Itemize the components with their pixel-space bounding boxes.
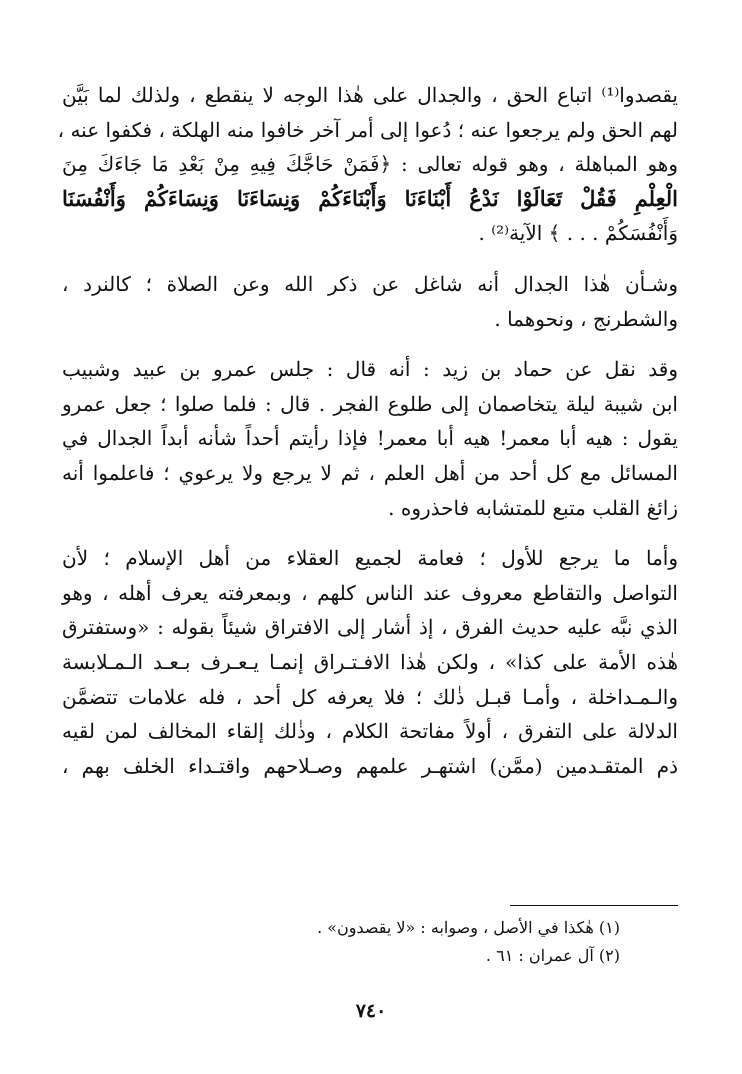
text-line: ابن شيبة ليلة يتخاصمان إلى طلوع الفجر . قال : فلما صلوا ؛ جعل عمرو [62,391,678,416]
text-line: والـمـداخلة ، وأمـا قبـل ذٰلك ؛ فلا يعرفه كل أحد ، فله علامات تتضمَّن [62,684,678,709]
text-line: ذم المتقـدمين (ممَّن) اشتهـر علمهم وصـلاحهم واقتـداء الخلف بهم ، [62,753,678,778]
text-line: الدلالة على التفرق ، أولاً مفاتحة الكلام ، وذٰلك إلقاء المخالف لمن لقيه [62,719,678,744]
text-line: وَأَنْفُسَكُمْ . . . ﴾ الآية⁽²⁾ . [478,221,678,246]
footnote-1: (١) هٰكذا في الأصل ، وصوابه : «لا يقصدون» . [317,918,620,937]
paragraph-3 [62,352,678,525]
text-line: زائغ القلب متبع للمتشابه فاحذروه . [388,495,678,520]
paragraph-2 [62,267,678,336]
text-line: لهم الحق ولم يرجعوا عنه ؛ دُعوا إلى أمر آخر خافوا منه الهلكة ، فكفوا عنه ، [57,117,678,142]
page-number: ٧٤٠ [355,1000,387,1022]
text-line: يقصدوا⁽¹⁾ اتباع الحق ، والجدال على هٰذا الوجه لا ينقطع ، ولذلك لما بَيَّن [62,83,678,107]
body-text [57,78,678,783]
text-line: المسائل مع كل أحد من أهل العلم ، ثم لا يرجع ولا يرعوي ؛ فاعلموا أنه [62,460,678,485]
text-line: وشـأن هٰذا الجدال أنه شاغل عن ذكر الله وعن الصلاة ؛ كالنرد ، [62,271,678,296]
text-line: وهو المباهلة ، وهو قوله تعالى : ﴿فَمَنْ حَاجَّكَ فِيهِ مِنْ بَعْدِ مَا جَاءَكَ مِنَ [62,152,678,177]
footnote-divider [510,905,678,906]
text-line: هٰذه الأمة على كذا» ، ولكن هٰذا الافـتـراق إنمـا يـعـرف بـعـد الـمـلابسة [62,649,678,674]
footnote-2: (٢) آل عمران : ٦١ . [485,946,620,965]
paragraph-4 [62,541,678,783]
footnotes [100,914,620,970]
text-line: وقد نقل عن حماد بن زيد : أنه قال : جلس عمرو بن عبيد وشبيب [62,357,678,382]
text-line: يقول : هيه أبا معمر! هيه أبا معمر! فإذا رأيتم أحداً شأنه أبداً الجدال في [62,426,678,451]
paragraph-1 [57,78,678,251]
text-line: والشطرنج ، ونحوهما . [494,306,678,331]
quran-verse-line: الْعِلْمِ فَقُلْ تَعَالَوْا نَدْعُ أَبْنَاءَنَا وَأَبْنَاءَكُمْ وَنِسَاءَنَا وَنِسَاءَكُمْ وَأَنْفُسَنَا [62,185,678,211]
text-line: وأما ما يرجع للأول ؛ فعامة لجميع العقلاء من أهل الإسلام ؛ لأن [62,546,678,571]
text-line: الذي نبَّه عليه حديث الفرق ، إذ أشار إلى الافتراق شيئاً بقوله : «وستفترق [62,615,678,640]
text-line: التواصل والتقاطع معروف عند الناس كلهم ، وبمعرفته يعرف أهله ، وهو [62,580,678,605]
